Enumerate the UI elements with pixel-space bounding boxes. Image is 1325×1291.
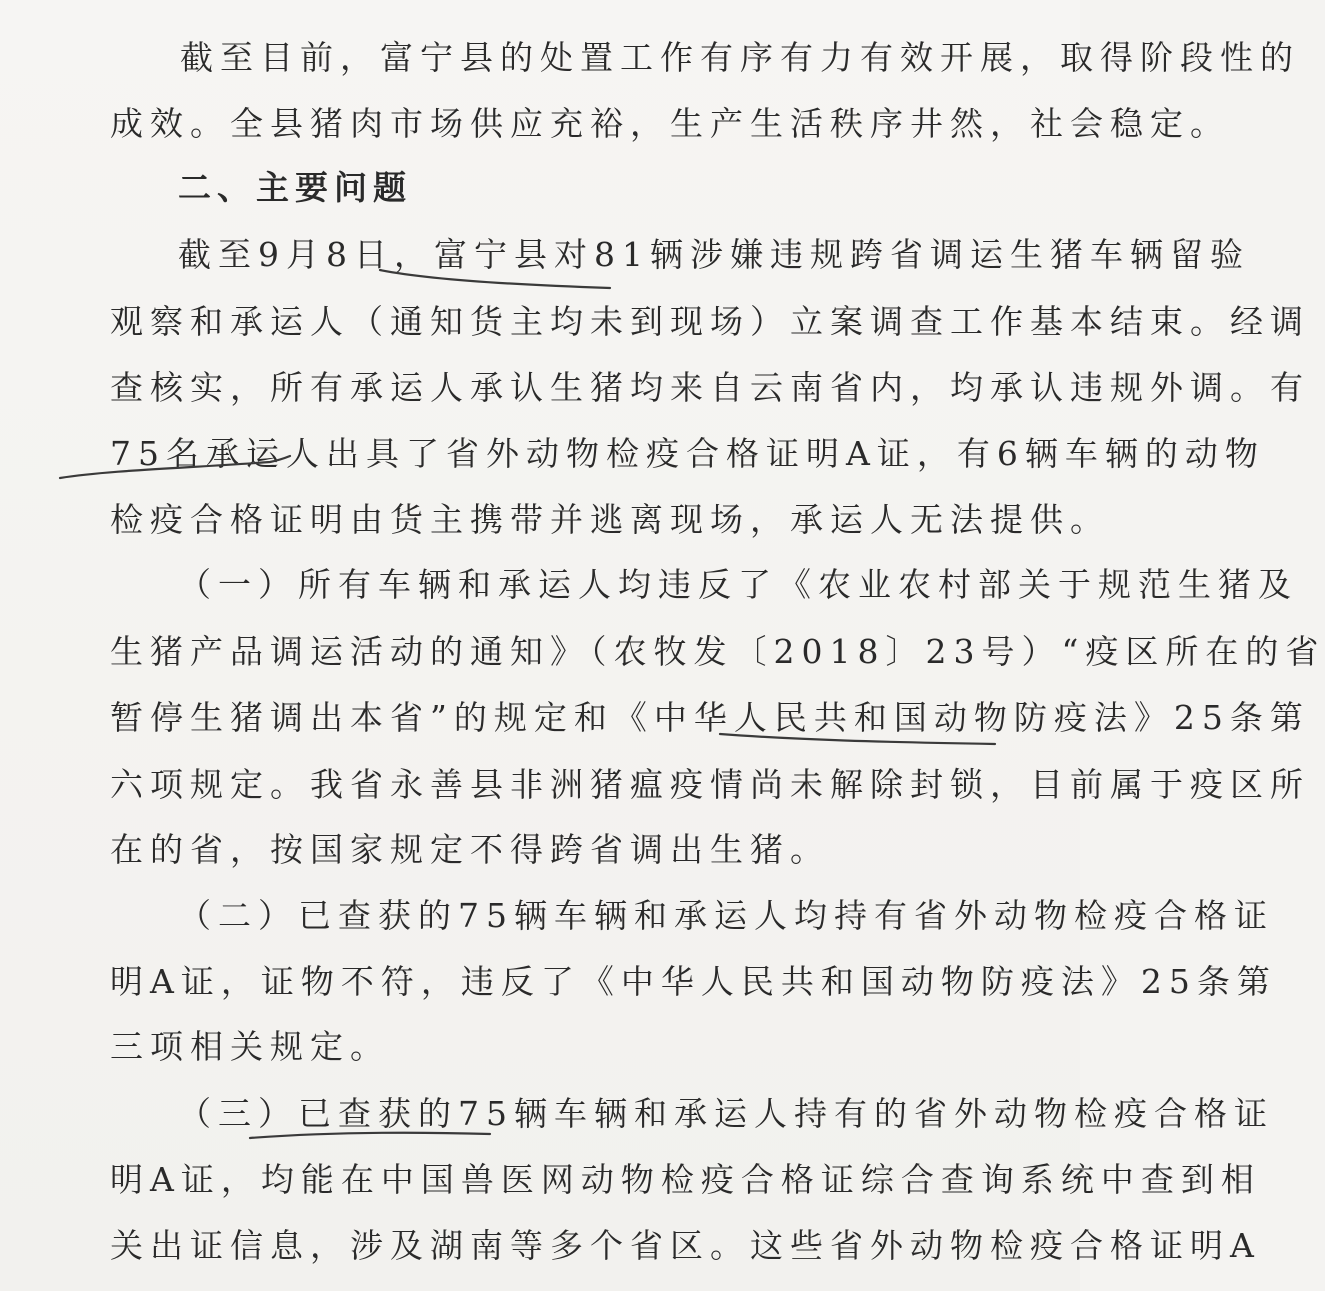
text-line-6: 查核实，所有承运人承认生猪均来自云南省内，均承认违规外调。有 (110, 368, 1310, 407)
text-line-4: 截至9月8日，富宁县对81辆涉嫌违规跨省调运生猪车辆留验 (178, 235, 1250, 274)
text-line-13: 在的省，按国家规定不得跨省调出生猪。 (110, 830, 830, 869)
text-line-5: 观察和承运人（通知货主均未到现场）立案调查工作基本结束。经调 (110, 302, 1310, 341)
text-line-11: 暂停生猪调出本省”的规定和《中华人民共和国动物防疫法》25条第 (110, 698, 1310, 737)
text-line-18: 明A证，均能在中国兽医网动物检疫合格证综合查询系统中查到相 (110, 1160, 1261, 1199)
text-line-17: （三）已查获的75辆车辆和承运人持有的省外动物检疫合格证 (178, 1094, 1274, 1133)
text-line-12: 六项规定。我省永善县非洲猪瘟疫情尚未解除封锁，目前属于疫区所 (110, 765, 1310, 804)
text-line-15: 明A证，证物不符，违反了《中华人民共和国动物防疫法》25条第 (110, 962, 1277, 1001)
text-line-10: 生猪产品调运活动的通知》（农牧发〔2018〕23号）“疫区所在的省 (110, 632, 1325, 671)
text-line-1: 截至目前，富宁县的处置工作有序有力有效开展，取得阶段性的 (180, 38, 1300, 77)
text-line-9: （一）所有车辆和承运人均违反了《农业农村部关于规范生猪及 (178, 565, 1298, 604)
text-line-16: 三项相关规定。 (110, 1027, 390, 1066)
text-line-14: （二）已查获的75辆车辆和承运人均持有省外动物检疫合格证 (178, 896, 1274, 935)
text-line-2: 成效。全县猪肉市场供应充裕，生产生活秩序井然，社会稳定。 (110, 104, 1230, 143)
text-line-8: 检疫合格证明由货主携带并逃离现场，承运人无法提供。 (110, 500, 1110, 539)
section-heading: 二、主要问题 (178, 168, 412, 207)
text-line-7: 75名承运人出具了省外动物检疫合格证明A证，有6辆车辆的动物 (110, 434, 1265, 473)
text-line-19: 关出证信息，涉及湖南等多个省区。这些省外动物检疫合格证明A (110, 1226, 1261, 1265)
